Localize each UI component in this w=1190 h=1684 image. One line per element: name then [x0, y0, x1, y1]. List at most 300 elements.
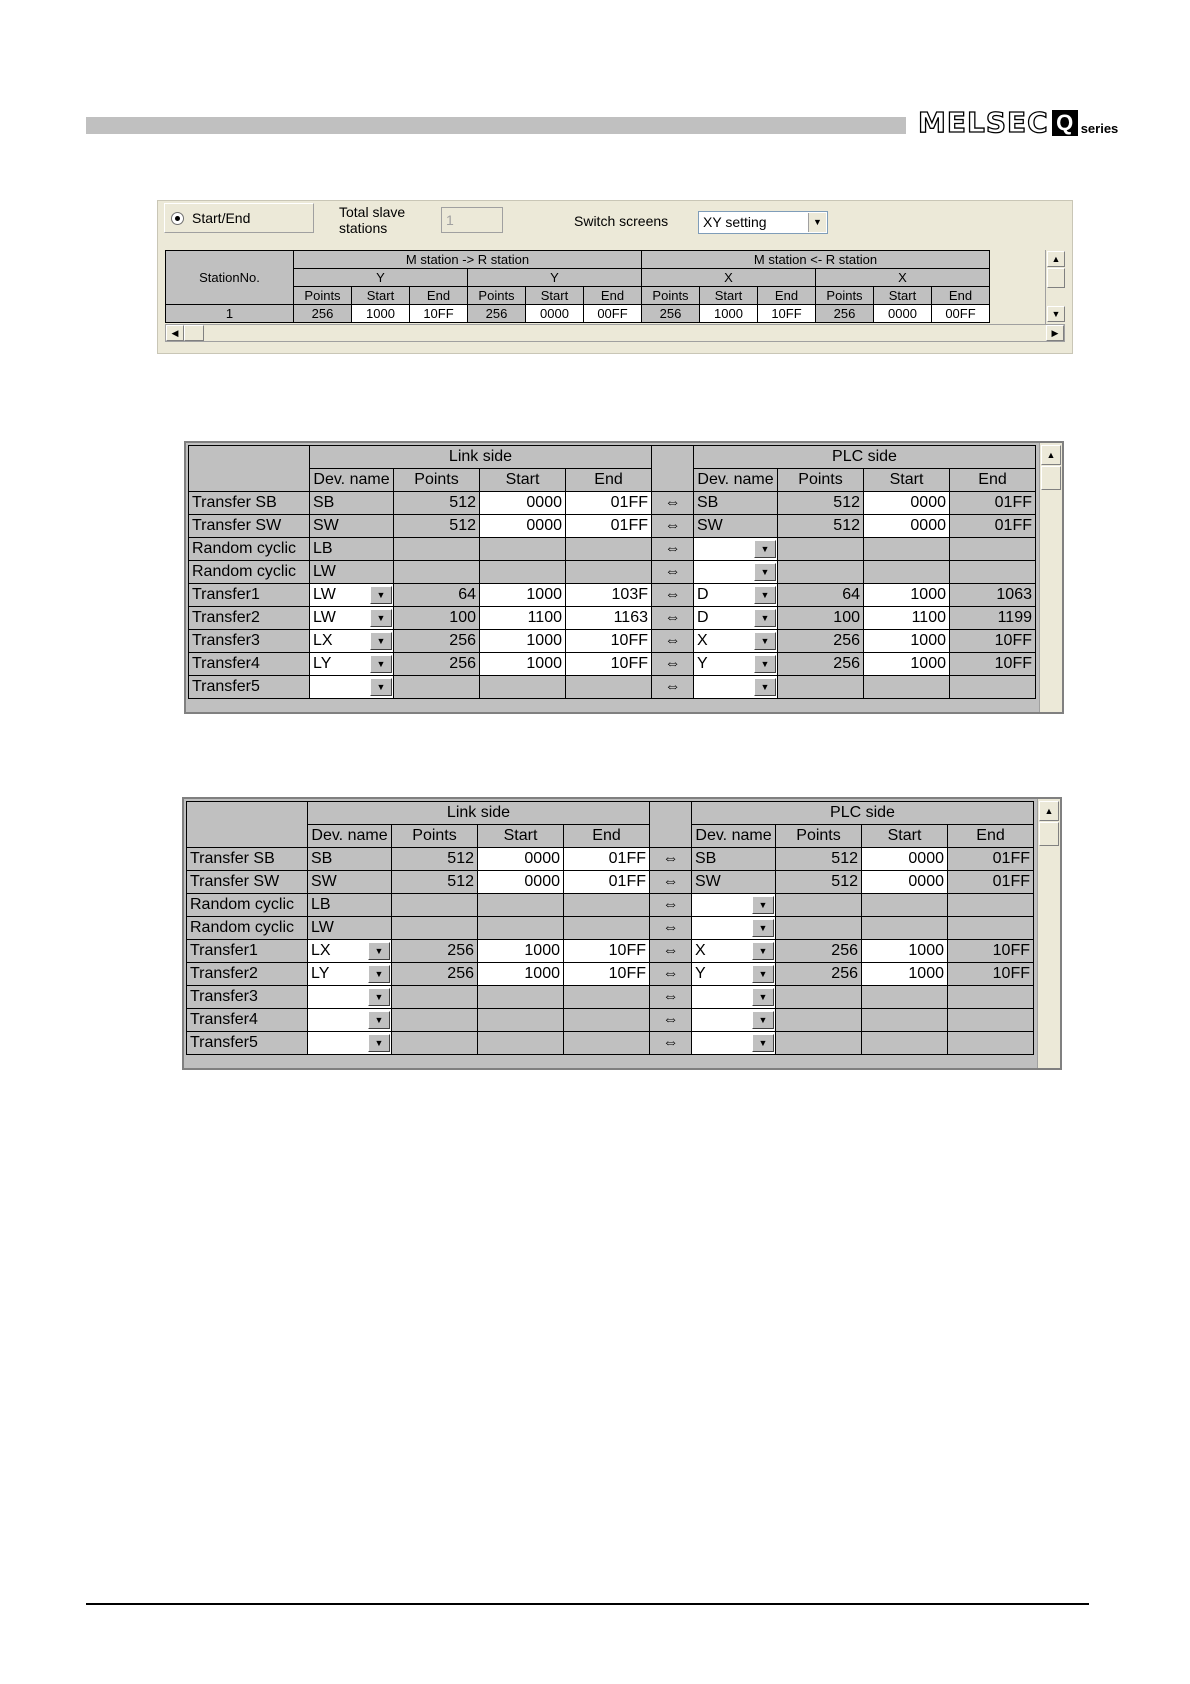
- plc-start-cell[interactable]: 1000: [864, 584, 950, 607]
- grid-cell[interactable]: 00FF: [584, 305, 642, 323]
- transfer-arrow-icon: ⇔: [652, 492, 694, 515]
- column-header: Points: [294, 287, 352, 305]
- column-header: Start: [874, 287, 932, 305]
- transfer-arrow-icon: ⇔: [650, 848, 692, 871]
- plc-end-cell: 10FF: [950, 653, 1036, 676]
- plc-start-cell: [862, 917, 948, 940]
- plc-dev-cell[interactable]: [692, 1009, 776, 1032]
- scroll-thumb[interactable]: [1047, 268, 1065, 288]
- table-row: [189, 515, 1036, 538]
- plc-end-cell: [948, 1009, 1034, 1032]
- xy-setting-panel: [157, 200, 1073, 354]
- plc-start-cell[interactable]: 1000: [864, 630, 950, 653]
- column-header: End: [758, 287, 816, 305]
- chevron-down-icon[interactable]: ▼: [752, 942, 774, 960]
- plc-dev-cell: [692, 871, 776, 894]
- link-dev-cell[interactable]: [308, 986, 392, 1009]
- transfer-arrow-icon: ⇔: [650, 940, 692, 963]
- row-label: Transfer SW: [187, 871, 308, 894]
- scroll-thumb[interactable]: [184, 325, 204, 341]
- table-row: [187, 986, 1034, 1009]
- plc-start-cell: [862, 894, 948, 917]
- link-start-cell[interactable]: 0000: [480, 515, 566, 538]
- link-points-cell: 100: [394, 607, 480, 630]
- plc-points-cell: [776, 986, 862, 1009]
- link-points-header: Points: [392, 825, 478, 848]
- transfer-arrow-icon: ⇔: [652, 676, 694, 699]
- scroll-up-icon[interactable]: ▲: [1041, 445, 1061, 465]
- scroll-up-icon[interactable]: ▲: [1039, 801, 1059, 821]
- link-dev-cell[interactable]: [310, 653, 394, 676]
- plc-end-cell: [950, 561, 1036, 584]
- link-start-cell: [480, 538, 566, 561]
- plc-dev-name-header: Dev. name: [694, 469, 778, 492]
- start-end-radio[interactable]: [164, 203, 314, 233]
- grid-cell[interactable]: 10FF: [758, 305, 816, 323]
- plc-dev-value: SW: [697, 517, 723, 534]
- plc-dev-cell[interactable]: [694, 561, 778, 584]
- column-header: End: [410, 287, 468, 305]
- chevron-down-icon[interactable]: ▼: [370, 632, 392, 650]
- chevron-down-icon[interactable]: ▼: [370, 678, 392, 696]
- link-points-cell: 256: [394, 653, 480, 676]
- plc-points-cell: 256: [776, 963, 862, 986]
- table-row: [187, 1009, 1034, 1032]
- plc-dev-cell[interactable]: [694, 630, 778, 653]
- table-row: [189, 492, 1036, 515]
- transfer-arrow-icon: ⇔: [650, 871, 692, 894]
- grid-cell: 256: [294, 305, 352, 323]
- plc-start-cell[interactable]: 0000: [862, 871, 948, 894]
- total-slave-input[interactable]: 1: [441, 207, 503, 233]
- table-row: [189, 584, 1036, 607]
- link-end-cell: [566, 561, 652, 584]
- link-dev-cell[interactable]: [308, 940, 392, 963]
- plc-end-cell: 10FF: [948, 963, 1034, 986]
- chevron-down-icon[interactable]: ▼: [370, 655, 392, 673]
- plc-points-cell: [776, 894, 862, 917]
- plc-dev-cell[interactable]: [694, 538, 778, 561]
- link-dev-value: LW: [313, 563, 336, 580]
- plc-end-cell: 10FF: [948, 940, 1034, 963]
- logo-q-badge: Q: [1052, 110, 1078, 136]
- link-end-cell[interactable]: 10FF: [564, 963, 650, 986]
- table-row: [187, 894, 1034, 917]
- sub-header: Y: [294, 269, 468, 287]
- row-label: Transfer4: [187, 1009, 308, 1032]
- link-start-cell[interactable]: 1000: [478, 963, 564, 986]
- row-label: Transfer1: [187, 940, 308, 963]
- plc-end-cell: [950, 538, 1036, 561]
- table-row: [189, 561, 1036, 584]
- column-header: Start: [352, 287, 410, 305]
- plc-start-cell: [862, 986, 948, 1009]
- arrow-header: [650, 802, 692, 848]
- plc-dev-cell: [694, 515, 778, 538]
- link-dev-cell: [310, 515, 394, 538]
- link-points-cell: 256: [392, 963, 478, 986]
- link-dev-name-header: Dev. name: [308, 825, 392, 848]
- link-points-cell: 256: [394, 630, 480, 653]
- link-end-header: End: [566, 469, 652, 492]
- link-dev-cell[interactable]: [310, 584, 394, 607]
- transfer-setting-panel-2: [182, 797, 1062, 1070]
- link-end-cell: [564, 986, 650, 1009]
- plc-start-cell: [864, 561, 950, 584]
- plc-side-header: PLC side: [692, 802, 1034, 825]
- plc-points-header: Points: [776, 825, 862, 848]
- row-label: Transfer3: [187, 986, 308, 1009]
- chevron-down-icon[interactable]: ▼: [752, 988, 774, 1006]
- total-slave-label: Total slave stations: [339, 204, 406, 236]
- link-end-cell[interactable]: 01FF: [564, 871, 650, 894]
- link-start-header: Start: [480, 469, 566, 492]
- chevron-down-icon[interactable]: ▼: [370, 586, 392, 604]
- row-label: Transfer5: [187, 1032, 308, 1055]
- chevron-down-icon[interactable]: ▼: [752, 1011, 774, 1029]
- plc-points-cell: 512: [778, 492, 864, 515]
- row-label: Transfer2: [189, 607, 310, 630]
- vertical-scrollbar[interactable]: [1039, 443, 1062, 712]
- link-end-cell[interactable]: 01FF: [566, 515, 652, 538]
- chevron-down-icon[interactable]: ▼: [754, 678, 776, 696]
- plc-end-cell: [948, 917, 1034, 940]
- link-start-cell: [480, 676, 566, 699]
- link-end-cell[interactable]: 01FF: [564, 848, 650, 871]
- plc-start-cell: [862, 1032, 948, 1055]
- link-points-cell: [394, 676, 480, 699]
- plc-dev-cell: [692, 848, 776, 871]
- scroll-down-icon[interactable]: ▼: [1047, 306, 1065, 322]
- link-end-cell: [564, 894, 650, 917]
- link-dev-value: SW: [313, 517, 339, 534]
- column-header: End: [584, 287, 642, 305]
- grid-cell[interactable]: 1000: [352, 305, 410, 323]
- plc-points-cell: [776, 917, 862, 940]
- grid-cell[interactable]: 00FF: [932, 305, 990, 323]
- plc-dev-cell[interactable]: [694, 653, 778, 676]
- plc-points-header: Points: [778, 469, 864, 492]
- plc-points-cell: 64: [778, 584, 864, 607]
- link-start-cell[interactable]: 1000: [480, 584, 566, 607]
- link-start-cell[interactable]: 1000: [480, 630, 566, 653]
- chevron-down-icon[interactable]: ▼: [752, 965, 774, 983]
- link-end-cell[interactable]: 10FF: [564, 940, 650, 963]
- link-end-cell: [566, 676, 652, 699]
- link-dev-cell[interactable]: [308, 1009, 392, 1032]
- plc-start-cell: [864, 676, 950, 699]
- link-dev-value: SW: [311, 873, 337, 890]
- plc-dev-value: X: [695, 942, 706, 959]
- plc-points-cell: 100: [778, 607, 864, 630]
- vertical-scrollbar[interactable]: [1045, 250, 1066, 324]
- link-start-cell[interactable]: 1000: [480, 653, 566, 676]
- row-label: Transfer SW: [189, 515, 310, 538]
- plc-dev-value: SB: [695, 850, 717, 867]
- scroll-thumb[interactable]: [1041, 466, 1061, 490]
- row-label: Transfer2: [187, 963, 308, 986]
- column-header: Points: [642, 287, 700, 305]
- link-dev-cell: [310, 538, 394, 561]
- chevron-down-icon[interactable]: ▼: [754, 632, 776, 650]
- plc-end-cell: 10FF: [950, 630, 1036, 653]
- row-label: Transfer5: [189, 676, 310, 699]
- plc-points-cell: 512: [776, 871, 862, 894]
- link-dev-value: LW: [311, 919, 334, 936]
- plc-points-cell: [778, 561, 864, 584]
- horizontal-scrollbar[interactable]: [165, 324, 1065, 342]
- link-start-cell: [478, 1009, 564, 1032]
- chevron-down-icon[interactable]: ▼: [370, 609, 392, 627]
- plc-points-cell: 512: [776, 848, 862, 871]
- grid-corner: [189, 446, 310, 492]
- transfer-arrow-icon: ⇔: [650, 894, 692, 917]
- plc-end-header: End: [950, 469, 1036, 492]
- link-start-cell: [478, 894, 564, 917]
- row-label: Random cyclic: [187, 894, 308, 917]
- link-dev-cell: [310, 561, 394, 584]
- station-no-header: StationNo.: [166, 251, 294, 305]
- chevron-down-icon[interactable]: ▼: [368, 1034, 390, 1052]
- row-label: Random cyclic: [189, 538, 310, 561]
- plc-dev-cell[interactable]: [694, 676, 778, 699]
- link-points-cell: 512: [392, 848, 478, 871]
- plc-dev-cell[interactable]: [692, 917, 776, 940]
- chevron-down-icon[interactable]: ▼: [368, 942, 390, 960]
- plc-points-cell: 256: [778, 653, 864, 676]
- link-end-cell: [566, 538, 652, 561]
- chevron-down-icon[interactable]: ▼: [754, 563, 776, 581]
- plc-points-cell: 512: [778, 515, 864, 538]
- link-dev-cell[interactable]: [310, 630, 394, 653]
- chevron-down-icon[interactable]: ▼: [368, 965, 390, 983]
- link-start-cell[interactable]: 1100: [480, 607, 566, 630]
- plc-start-cell[interactable]: 0000: [864, 492, 950, 515]
- transfer-arrow-icon: ⇔: [650, 1009, 692, 1032]
- column-header: Start: [700, 287, 758, 305]
- station-no-cell: 1: [166, 305, 294, 323]
- link-end-cell[interactable]: 103F: [566, 584, 652, 607]
- link-end-cell[interactable]: 01FF: [566, 492, 652, 515]
- row-label: Transfer3: [189, 630, 310, 653]
- plc-start-cell: [864, 538, 950, 561]
- link-dev-value: LY: [311, 965, 330, 982]
- plc-end-cell: 01FF: [950, 492, 1036, 515]
- plc-start-cell[interactable]: 1100: [864, 607, 950, 630]
- link-points-cell: [392, 894, 478, 917]
- logo-melsec-text: MELSEC: [918, 106, 1049, 139]
- transfer-arrow-icon: ⇔: [650, 1032, 692, 1055]
- plc-start-cell[interactable]: 1000: [864, 653, 950, 676]
- link-points-cell: [392, 1032, 478, 1055]
- link-end-cell: [564, 917, 650, 940]
- r-to-m-header: M station <- R station: [642, 251, 990, 269]
- grid-cell: 256: [816, 305, 874, 323]
- plc-dev-value: SW: [695, 873, 721, 890]
- grid-cell[interactable]: 10FF: [410, 305, 468, 323]
- link-end-cell: [564, 1009, 650, 1032]
- link-dev-cell: [308, 894, 392, 917]
- table-row: [189, 607, 1036, 630]
- transfer-arrow-icon: ⇔: [652, 630, 694, 653]
- chevron-down-icon[interactable]: ▼: [752, 919, 774, 937]
- scroll-right-icon[interactable]: ▶: [1046, 325, 1064, 341]
- link-dev-value: SB: [313, 494, 335, 511]
- table-row: [187, 848, 1034, 871]
- plc-start-cell[interactable]: 1000: [862, 940, 948, 963]
- grid-cell: 256: [642, 305, 700, 323]
- plc-end-cell: [948, 1032, 1034, 1055]
- link-points-cell: [392, 1009, 478, 1032]
- table-row: [187, 940, 1034, 963]
- plc-dev-name-header: Dev. name: [692, 825, 776, 848]
- link-dev-value: LW: [313, 609, 336, 626]
- plc-dev-cell[interactable]: [692, 1032, 776, 1055]
- plc-dev-value: Y: [697, 655, 708, 672]
- plc-dev-cell[interactable]: [692, 894, 776, 917]
- table-row: [189, 653, 1036, 676]
- link-points-cell: 256: [392, 940, 478, 963]
- plc-end-cell: 01FF: [948, 848, 1034, 871]
- link-dev-value: LY: [313, 655, 332, 672]
- link-end-cell[interactable]: 10FF: [566, 630, 652, 653]
- chevron-down-icon[interactable]: ▼: [368, 1011, 390, 1029]
- chevron-down-icon[interactable]: ▼: [754, 609, 776, 627]
- link-start-cell[interactable]: 0000: [478, 871, 564, 894]
- link-dev-cell[interactable]: [310, 676, 394, 699]
- row-label: Random cyclic: [189, 561, 310, 584]
- transfer-arrow-icon: ⇔: [652, 515, 694, 538]
- link-dev-cell: [308, 848, 392, 871]
- link-start-cell: [478, 986, 564, 1009]
- link-start-header: Start: [478, 825, 564, 848]
- station-grid: [165, 250, 990, 323]
- link-end-cell[interactable]: 1163: [566, 607, 652, 630]
- switch-screens-select[interactable]: [698, 211, 828, 234]
- sub-header: Y: [468, 269, 642, 287]
- melsec-logo: [918, 106, 1118, 138]
- link-start-cell[interactable]: 1000: [478, 940, 564, 963]
- plc-points-cell: 256: [776, 940, 862, 963]
- transfer-arrow-icon: ⇔: [652, 653, 694, 676]
- transfer-grid-1: [188, 445, 1036, 699]
- table-row: [189, 538, 1036, 561]
- chevron-down-icon[interactable]: ▼: [808, 213, 826, 232]
- plc-points-cell: [776, 1009, 862, 1032]
- plc-start-cell[interactable]: 0000: [864, 515, 950, 538]
- chevron-down-icon[interactable]: ▼: [752, 1034, 774, 1052]
- link-end-cell: [564, 1032, 650, 1055]
- arrow-header: [652, 446, 694, 492]
- plc-dev-value: D: [697, 586, 709, 603]
- scroll-up-icon[interactable]: ▲: [1047, 251, 1065, 267]
- plc-dev-cell[interactable]: [692, 986, 776, 1009]
- table-row: [189, 676, 1036, 699]
- plc-start-cell[interactable]: 0000: [862, 848, 948, 871]
- plc-end-cell: 01FF: [948, 871, 1034, 894]
- plc-dev-cell[interactable]: [692, 963, 776, 986]
- link-dev-cell[interactable]: [308, 963, 392, 986]
- plc-dev-value: Y: [695, 965, 706, 982]
- column-header: Points: [468, 287, 526, 305]
- row-label: Transfer SB: [187, 848, 308, 871]
- link-start-cell[interactable]: 0000: [478, 848, 564, 871]
- scroll-thumb[interactable]: [1039, 822, 1059, 846]
- plc-start-header: Start: [862, 825, 948, 848]
- plc-end-cell: 01FF: [950, 515, 1036, 538]
- plc-points-cell: [778, 676, 864, 699]
- plc-dev-value: X: [697, 632, 708, 649]
- table-row: [187, 917, 1034, 940]
- plc-points-cell: [778, 538, 864, 561]
- logo-series-text: series: [1080, 121, 1119, 136]
- link-dev-name-header: Dev. name: [310, 469, 394, 492]
- link-dev-value: LW: [313, 586, 336, 603]
- plc-dev-cell[interactable]: [694, 607, 778, 630]
- plc-end-cell: [948, 986, 1034, 1009]
- link-points-cell: 512: [394, 492, 480, 515]
- chevron-down-icon[interactable]: ▼: [752, 896, 774, 914]
- plc-end-cell: [950, 676, 1036, 699]
- link-dev-cell[interactable]: [308, 1032, 392, 1055]
- grid-cell[interactable]: 1000: [700, 305, 758, 323]
- link-start-cell: [478, 917, 564, 940]
- transfer-arrow-icon: ⇔: [652, 538, 694, 561]
- row-label: Transfer SB: [189, 492, 310, 515]
- plc-points-cell: 256: [778, 630, 864, 653]
- column-header: End: [932, 287, 990, 305]
- link-points-cell: [392, 917, 478, 940]
- grid-corner: [187, 802, 308, 848]
- link-dev-value: LX: [311, 942, 331, 959]
- table-row: [187, 963, 1034, 986]
- plc-start-cell[interactable]: 1000: [862, 963, 948, 986]
- link-end-cell[interactable]: 10FF: [566, 653, 652, 676]
- link-start-cell: [478, 1032, 564, 1055]
- transfer-arrow-icon: ⇔: [650, 986, 692, 1009]
- plc-dev-value: D: [697, 609, 709, 626]
- row-label: Transfer4: [189, 653, 310, 676]
- plc-start-header: Start: [864, 469, 950, 492]
- radio-selected-icon: [171, 212, 184, 225]
- chevron-down-icon[interactable]: ▼: [754, 655, 776, 673]
- plc-dev-cell[interactable]: [692, 940, 776, 963]
- grid-cell[interactable]: 0000: [874, 305, 932, 323]
- link-dev-value: SB: [311, 850, 333, 867]
- link-points-cell: [394, 538, 480, 561]
- link-dev-cell[interactable]: [310, 607, 394, 630]
- chevron-down-icon[interactable]: ▼: [368, 988, 390, 1006]
- link-start-cell: [480, 561, 566, 584]
- plc-dev-cell[interactable]: [694, 584, 778, 607]
- grid-cell[interactable]: 0000: [526, 305, 584, 323]
- plc-start-cell: [862, 1009, 948, 1032]
- link-side-header: Link side: [308, 802, 650, 825]
- chevron-down-icon[interactable]: ▼: [754, 540, 776, 558]
- plc-end-header: End: [948, 825, 1034, 848]
- vertical-scrollbar[interactable]: [1037, 799, 1060, 1068]
- column-header: Start: [526, 287, 584, 305]
- link-points-cell: [392, 986, 478, 1009]
- link-end-header: End: [564, 825, 650, 848]
- start-end-label: Start/End: [192, 210, 251, 226]
- plc-dev-cell: [694, 492, 778, 515]
- m-to-r-header: M station -> R station: [294, 251, 642, 269]
- link-start-cell[interactable]: 0000: [480, 492, 566, 515]
- transfer-arrow-icon: ⇔: [652, 607, 694, 630]
- chevron-down-icon[interactable]: ▼: [754, 586, 776, 604]
- scroll-left-icon[interactable]: ◀: [166, 325, 184, 341]
